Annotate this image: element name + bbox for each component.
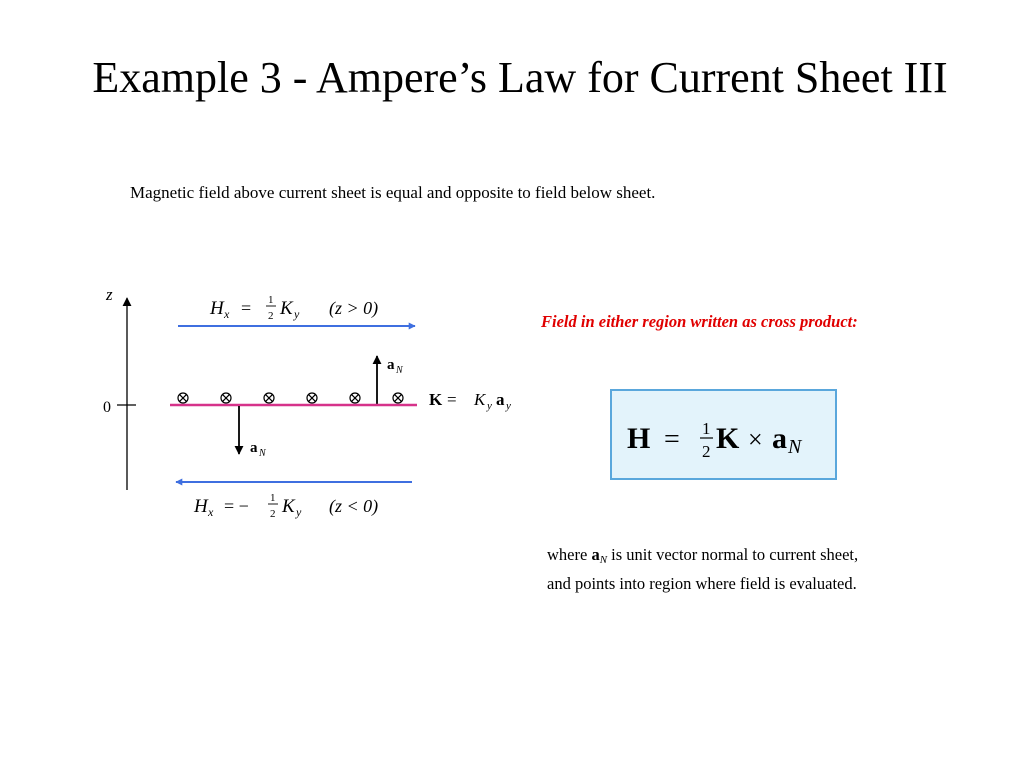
- svg-text:(z > 0): (z > 0): [329, 298, 379, 318]
- normal-up-label: [387, 357, 404, 376]
- svg-text:y: y: [506, 400, 511, 412]
- svg-text:K: K: [716, 422, 740, 455]
- sheet-current-label: [429, 390, 511, 412]
- cross-product-formula: [612, 391, 835, 478]
- explanation-line-2: and points into region where field is evaluated.: [547, 574, 857, 593]
- svg-text:a: a: [772, 422, 787, 455]
- current-into-page-icon: [393, 393, 403, 403]
- svg-text:1: 1: [702, 419, 711, 438]
- normal-vector-explanation: [547, 543, 858, 595]
- svg-text:2: 2: [270, 508, 276, 520]
- svg-text:=: =: [447, 390, 457, 409]
- svg-text:K: K: [282, 496, 295, 517]
- current-sheet-diagram: [0, 0, 540, 540]
- svg-text:N: N: [788, 436, 802, 458]
- svg-text:a: a: [496, 390, 505, 409]
- svg-text:y: y: [294, 307, 300, 321]
- explanation-prefix: where: [547, 545, 588, 564]
- svg-text:(z < 0): (z < 0): [329, 496, 379, 516]
- svg-text:N: N: [396, 365, 403, 376]
- svg-text:a: a: [250, 440, 258, 456]
- current-into-page-icon: [221, 393, 231, 403]
- svg-text:y: y: [487, 400, 492, 412]
- svg-text:×: ×: [748, 425, 763, 454]
- origin-label: 0: [103, 399, 111, 416]
- slide-subtitle: Magnetic field above current sheet is equal and opposite to field below sheet.: [130, 183, 656, 202]
- upper-field-equation: [209, 294, 378, 322]
- lower-field-equation: [193, 492, 378, 520]
- svg-text:2: 2: [702, 442, 711, 461]
- current-into-page-symbols: [178, 393, 403, 403]
- svg-text:y: y: [296, 505, 302, 519]
- cross-product-note: Field in either region written as cross product:: [541, 312, 858, 331]
- explanation-line-1-rest: is unit vector normal to current sheet,: [611, 545, 859, 564]
- svg-text:1: 1: [268, 294, 274, 306]
- svg-text:H: H: [194, 496, 208, 517]
- explanation-line-1: [547, 543, 858, 572]
- current-into-page-icon: [307, 393, 317, 403]
- current-into-page-icon: [178, 393, 188, 403]
- svg-text:H: H: [210, 298, 224, 319]
- cross-product-formula-box: [610, 389, 837, 480]
- svg-text:K: K: [474, 390, 486, 409]
- explanation-symbol: a: [591, 545, 600, 564]
- slide-title: Example 3 - Ampere’s Law for Current Sheet III: [92, 53, 948, 102]
- svg-text:N: N: [259, 448, 266, 459]
- svg-text:H: H: [627, 422, 651, 455]
- svg-text:=: =: [664, 424, 680, 455]
- svg-text:1: 1: [270, 492, 276, 504]
- current-into-page-icon: [350, 393, 360, 403]
- svg-text:K: K: [429, 390, 443, 409]
- svg-text:x: x: [224, 307, 230, 321]
- explanation-symbol-sub: N: [599, 554, 608, 566]
- normal-down-label: [250, 440, 267, 459]
- svg-text:K: K: [280, 298, 293, 319]
- current-into-page-icon: [264, 393, 274, 403]
- svg-text:2: 2: [268, 310, 274, 322]
- svg-text:=: =: [241, 298, 252, 318]
- svg-text:= −: = −: [224, 496, 249, 516]
- z-axis-label: z: [106, 285, 113, 304]
- svg-text:x: x: [208, 505, 214, 519]
- svg-text:a: a: [387, 357, 395, 373]
